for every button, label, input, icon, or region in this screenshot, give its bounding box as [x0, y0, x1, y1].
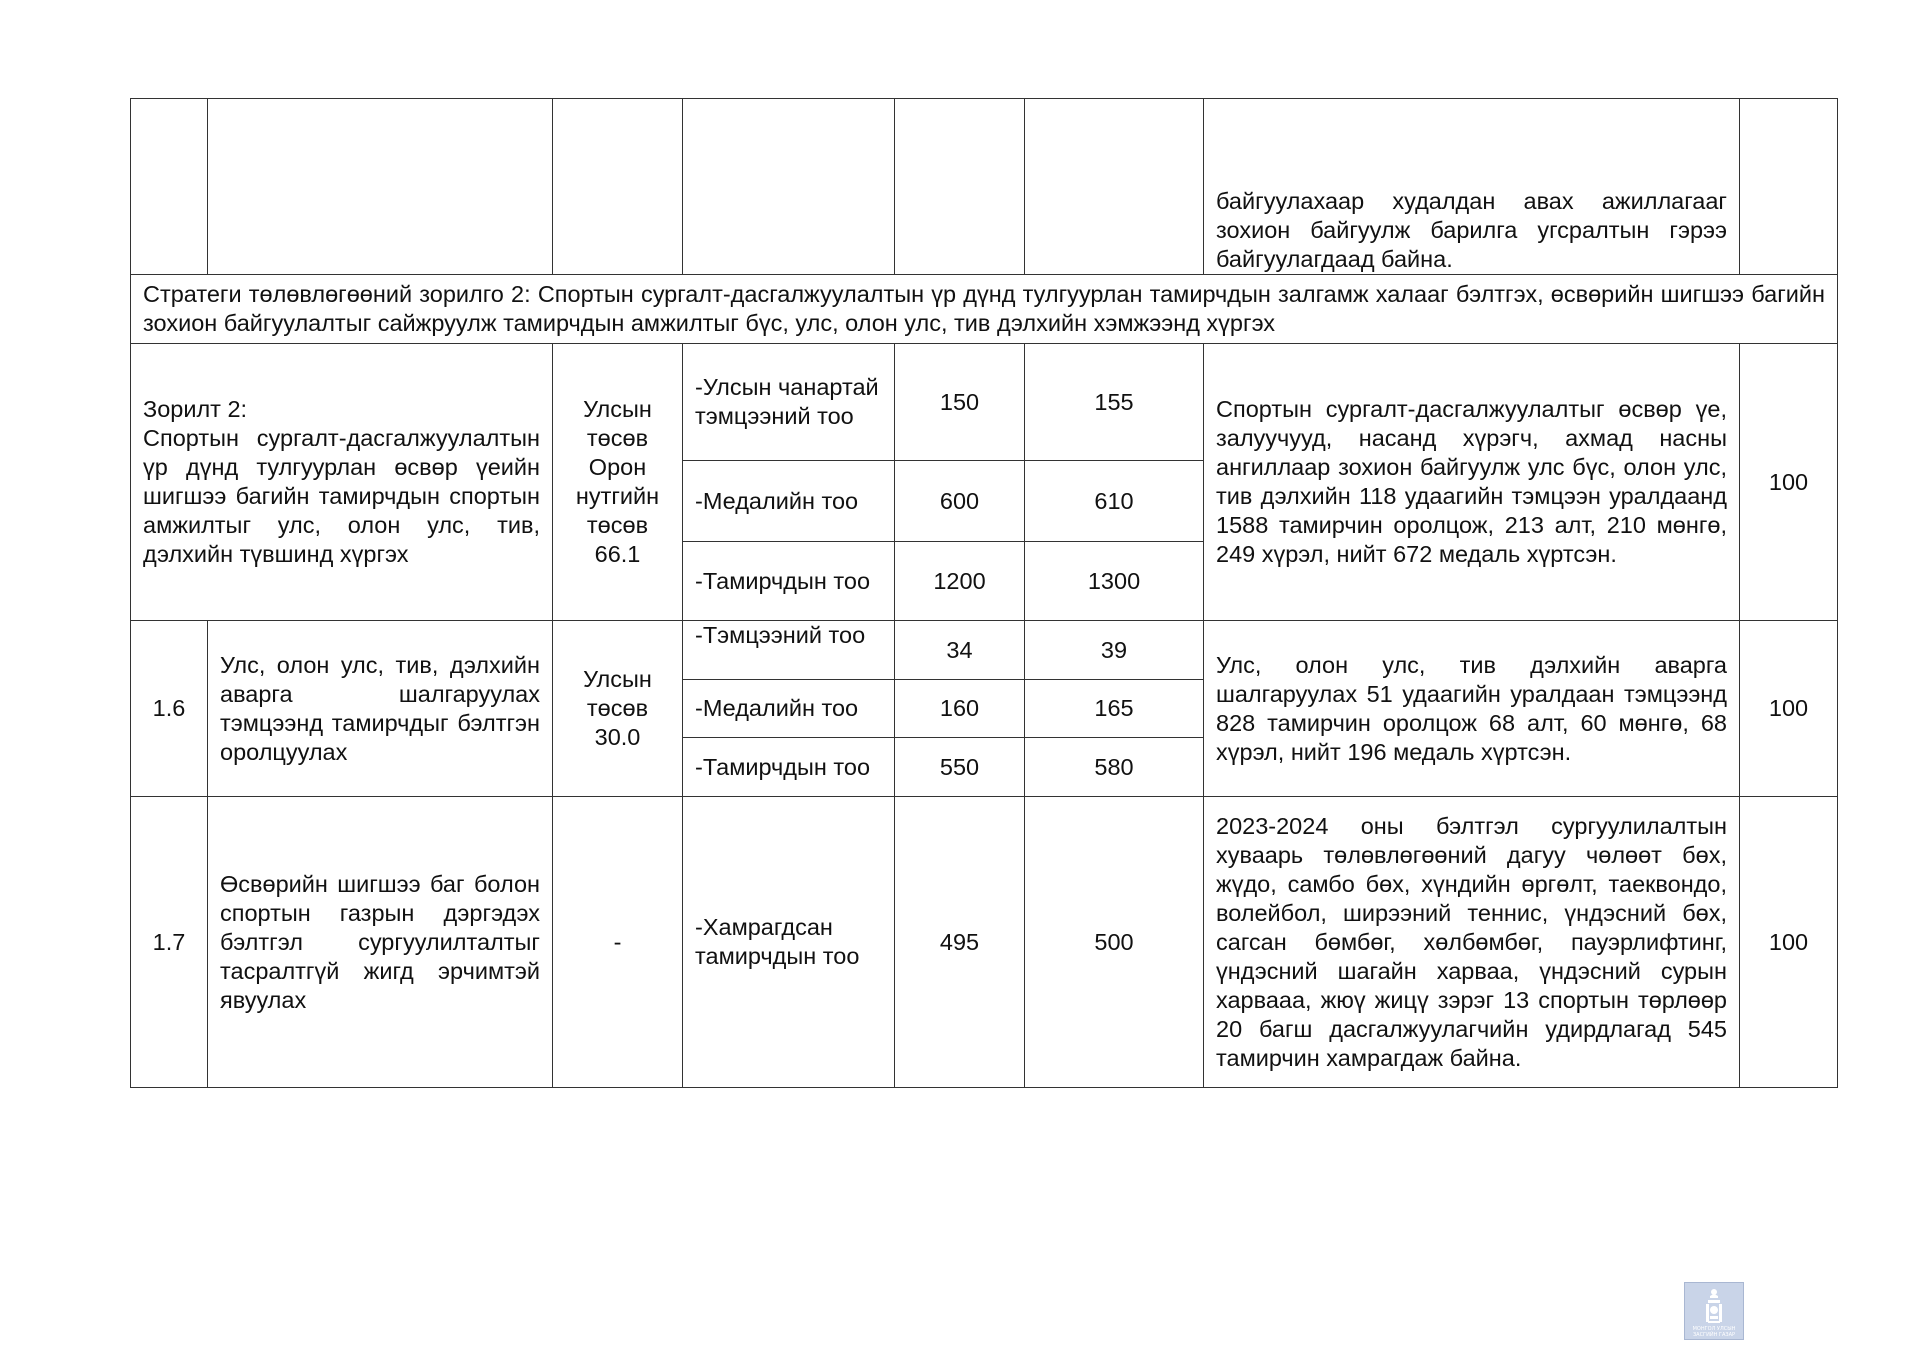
score-cell: 100	[1740, 344, 1838, 621]
indicator-target: 165	[1025, 680, 1204, 738]
indicator-target: 155	[1025, 344, 1204, 461]
indicator-name: -Тэмцээний тоо	[683, 621, 895, 680]
indicator-base: 160	[895, 680, 1025, 738]
seal-text-line1: МОНГОЛ УЛСЫН	[1692, 1326, 1736, 1332]
row-number: 1.7	[131, 797, 208, 1088]
indicator-base: 150	[895, 344, 1025, 461]
table-row	[131, 344, 1838, 461]
empty-cell	[895, 99, 1025, 275]
empty-cell	[683, 99, 895, 275]
empty-cell	[553, 99, 683, 275]
indicator-target: 580	[1025, 738, 1204, 797]
goal-header: Стратеги төлөвлөгөөний зорилго 2: Спортын сургалт-дасгалжуулалтын үр дүнд тулгуурлан тамирчдын залгамж халааг бэлтгэх, өсвөрийн шигшээ багийн зохион байгуулалтыг сайжруулж тамирчдын амжилтыг бүс, улс, олон улс, тив дэлхийн хэмжээнд хүргэх	[131, 275, 1838, 344]
government-seal	[1684, 1282, 1744, 1340]
objective-cell	[131, 344, 553, 621]
soyombo-emblem-icon	[1685, 1283, 1743, 1339]
report-table	[130, 98, 1838, 1088]
indicator-base: 600	[895, 461, 1025, 542]
objective-title: Зорилт 2:	[143, 396, 248, 422]
description-cell: Улс, олон улс, тив дэлхийн аварга шалгаруулах 51 удаагийн уралдаан тэмцээнд 828 тамирчин оролцож 68 алт, 60 мөнгө, 68 хүрэл, нийт 196 медаль хүртсэн.	[1204, 621, 1740, 797]
score-cell: 100	[1740, 797, 1838, 1088]
empty-cell	[1740, 99, 1838, 275]
seal-text-line2: ЗАСГИЙН ГАЗАР	[1692, 1332, 1736, 1338]
indicator-target: 39	[1025, 621, 1204, 680]
empty-cell	[131, 99, 208, 275]
goal-header-row	[131, 275, 1838, 344]
indicator-base: 34	[895, 621, 1025, 680]
table-row	[131, 621, 1838, 680]
table-row	[131, 99, 1838, 275]
indicator-name: -Медалийн тоо	[683, 680, 895, 738]
empty-cell	[1025, 99, 1204, 275]
indicator-name: -Улсын чанартай тэмцээний тоо	[683, 344, 895, 461]
indicator-base: 495	[895, 797, 1025, 1088]
description-cell: байгуулахаар худалдан авах ажиллагааг зохион байгуулж барилга угсралтын гэрээ байгуулагдаад байна.	[1204, 99, 1740, 275]
objective-text: Спортын сургалт-дасгалжуулалтын үр дүнд тулгуурлан өсвөр үеийн шигшээ багийн тамирчдын спортын амжилтыг улс, олон улс, тив, дэлхийн түвшинд хүргэх	[143, 425, 540, 567]
activity-cell: Өсвөрийн шигшээ баг болон спортын газрын дэргэдэх бэлтгэл сургуулилталтыг тасралтгүй жигд эрчимтэй явуулах	[208, 797, 553, 1088]
indicator-target: 1300	[1025, 542, 1204, 621]
activity-cell: Улс, олон улс, тив, дэлхийн аварга шалгаруулах тэмцээнд тамирчдыг бэлтгэн оролцуулах	[208, 621, 553, 797]
indicator-name: -Тамирчдын тоо	[683, 542, 895, 621]
row-number: 1.6	[131, 621, 208, 797]
indicator-target: 610	[1025, 461, 1204, 542]
indicator-name: -Тамирчдын тоо	[683, 738, 895, 797]
budget-cell: -	[553, 797, 683, 1088]
indicator-base: 1200	[895, 542, 1025, 621]
indicator-name: -Хамрагдсан тамирчдын тоо	[683, 797, 895, 1088]
indicator-target: 500	[1025, 797, 1204, 1088]
table-row	[131, 797, 1838, 1088]
score-cell: 100	[1740, 621, 1838, 797]
description-cell: 2023-2024 оны бэлтгэл сургуулилалтын хуваарь төлөвлөгөөний дагуу чөлөөт бөх, жүдо, самбо бөх, хүндийн өргөлт, таеквондо, волейбол, ширээний теннис, үндэсний бөх, сагсан бөмбөг, хөлбөмбөг, пауэрлифтинг, үндэсний шагайн харваа, үндэсний сурын харвааа, жюү жицү зэрэг 13 спортын төрлөөр 20 багш дасгалжуулагчийн удирдлагад 545 тамирчин хамрагдаж байна.	[1204, 797, 1740, 1088]
description-cell: Спортын сургалт-дасгалжуулалтыг өсвөр үе, залуучууд, насанд хүрэгч, ахмад насны ангиллаар зохион байгуулж улс бүс, олон улс, тив дэлхийн 118 удаагийн тэмцээн уралдаанд 1588 тамирчин оролцож, 213 алт, 210 мөнгө, 249 хүрэл, нийт 672 медаль хүртсэн.	[1204, 344, 1740, 621]
empty-cell	[208, 99, 553, 275]
indicator-name: -Медалийн тоо	[683, 461, 895, 542]
budget-cell: Улсын төсөв 30.0	[553, 621, 683, 797]
indicator-base: 550	[895, 738, 1025, 797]
budget-cell: Улсын төсөв Орон нутгийн төсөв 66.1	[553, 344, 683, 621]
